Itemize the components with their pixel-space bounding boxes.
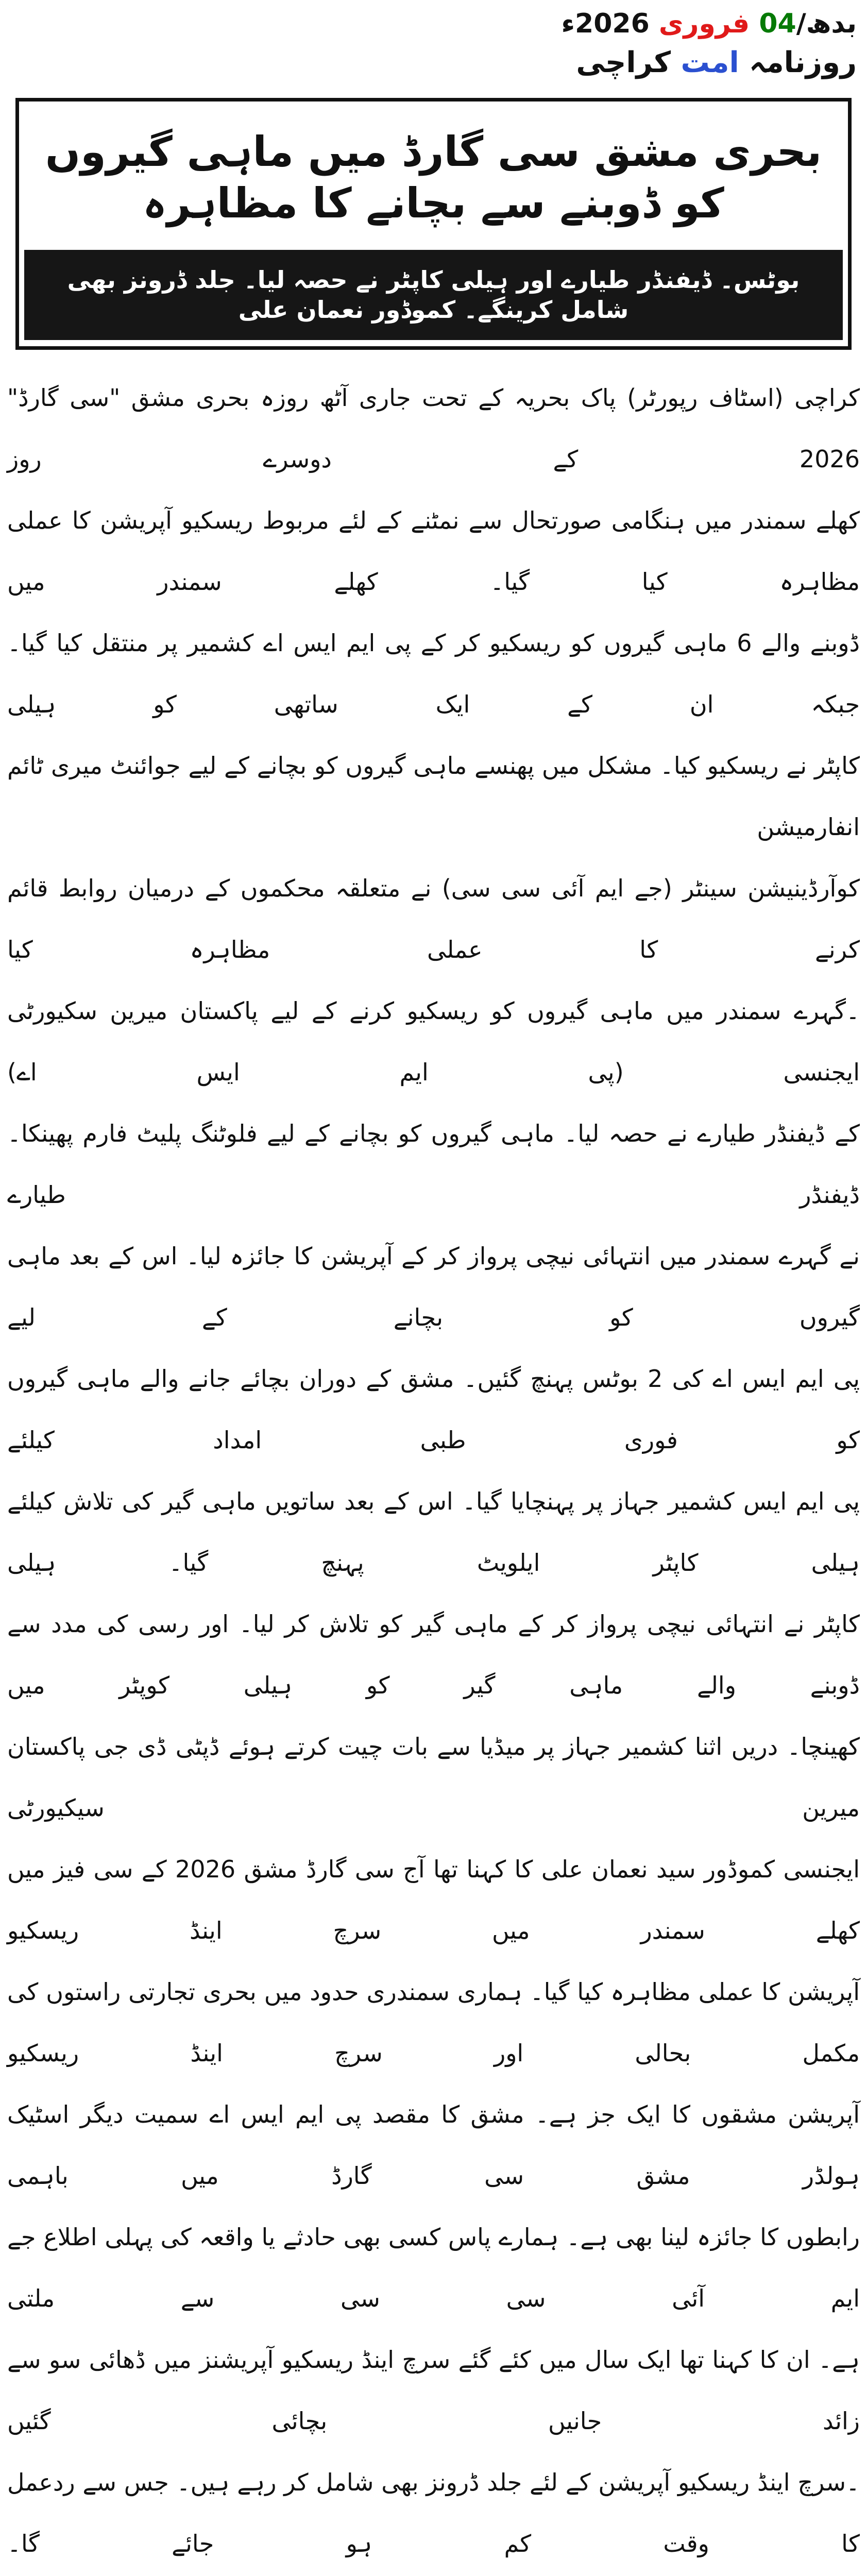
article-line: آپریشن مشقوں کا ایک جز ہے۔ مشق کا مقصد پی ایم ایس اے سمیت دیگر اسٹیک ہولڈر مشق سی گارڈ میں باہمی — [7, 2100, 860, 2190]
article-line: آپریشن کا عملی مظاہرہ کیا گیا۔ ہماری سمندری حدود میں بحری تجارتی راستوں کی مکمل بحالی اور سرچ اینڈ ریسکیو — [7, 1978, 860, 2067]
masthead-city: کراچی — [576, 46, 671, 79]
sub-headline: بوٹس۔ ڈیفنڈر طیارے اور ہیلی کاپٹر نے حصہ لیا۔ جلد ڈرونز بھی شامل کرینگے۔ کموڈور نعمان علی — [24, 250, 843, 340]
article-line: ۔گہرے سمندر میں ماہی گیروں کو ریسکیو کرنے کے لیے پاکستان میرین سکیورٹی ایجنسی (پی ایم ایس اے) — [7, 997, 860, 1086]
masthead-day-number: 04 — [759, 8, 796, 39]
article-line: کھینچا۔ دریں اثنا کشمیر جہاز پر میڈیا سے بات چیت کرتے ہوئے ڈپٹی ڈی جی پاکستان میرین سیکیورٹی — [7, 1733, 860, 1822]
masthead-day-name: بدھ/ — [796, 8, 857, 39]
article-line: پی ایم ایس کشمیر جہاز پر پہنچایا گیا۔ اس کے بعد ساتویں ماہی گیر کی تلاش کیلئے ہیلی کاپٹر ایلویٹ پہنچ گیا۔ ہیلی — [7, 1487, 860, 1577]
article-line: ڈوبنے والے 6 ماہی گیروں کو ریسکیو کر کے پی ایم ایس اے کشمیر پر منتقل کیا گیا۔ جبکہ ان کے ایک ساتھی کو ہیلی — [7, 629, 860, 718]
masthead-month: فروری — [658, 8, 750, 39]
article-line: کوآرڈینیشن سینٹر (جے ایم آئی سی سی) نے متعلقہ محکموں کے درمیان روابط قائم کرنے کا عملی مظاہرہ کیا — [7, 874, 860, 963]
article-body — [7, 367, 860, 2576]
article-line: رابطوں کا جائزہ لینا بھی ہے۔ ہمارے پاس کسی بھی حادثے یا واقعہ کی پہلی اطلاع جے ایم آئی سی سی سے ملتی — [7, 2223, 860, 2312]
masthead-date — [0, 5, 857, 42]
article-line: کاپٹر نے انتہائی نیچی پرواز کر کے ماہی گیر کو تلاش کر لیا۔ اور رسی کی مدد سے ڈوبنے والے ماہی گیر کو ہیلی کوپٹر میں — [7, 1610, 860, 1699]
main-headline: بحری مشق سی گارڈ میں ماہی گیروں کو ڈوبنے سے بچانے کا مظاہرہ — [45, 128, 822, 227]
masthead-paper-name: امت — [681, 46, 739, 79]
article-line: کاپٹر نے ریسکیو کیا۔ مشکل میں پھنسے ماہی گیروں کو بچانے کے لیے جوائنٹ میری ٹائم انفارمیشن — [7, 752, 860, 841]
article-line: ۔سرچ اینڈ ریسکیو آپریشن کے لئے جلد ڈرونز بھی شامل کر رہے ہیں۔ جس سے ردعمل کا وقت کم ہو جائے گا۔ — [7, 2468, 860, 2557]
masthead-year: 2026ء — [561, 8, 650, 39]
masthead — [0, 0, 867, 83]
article-line-last — [7, 2574, 860, 2576]
article-line: کے ڈیفنڈر طیارے نے حصہ لیا۔ ماہی گیروں کو بچانے کے لیے فلوٹنگ پلیٹ فارم پھینکا۔ ڈیفنڈر طیارے — [7, 1120, 860, 1209]
article-line: ہے۔ ان کا کہنا تھا ایک سال میں کئے گئے سرچ اینڈ ریسکیو آپریشنز میں ڈھائی سو سے زائد جانیں بچائی گئیں — [7, 2346, 860, 2435]
article-line: پی ایم ایس اے کی 2 بوٹس پہنچ گئیں۔ مشق کے دوران بچائے جانے والے ماہی گیروں کو فوری طبی امداد کیلئے — [7, 1365, 860, 1454]
masthead-daily-label: روزنامہ — [749, 46, 857, 79]
article-line: نے گہرے سمندر میں انتہائی نیچی پرواز کر کے آپریشن کا جائزہ لیا۔ اس کے بعد ماہی گیروں کو بچانے کے لیے — [7, 1242, 860, 1331]
article-line: ایجنسی کموڈور سید نعمان علی کا کہنا تھا آج سی گارڈ مشق 2026 کے سی فیز میں کھلے سمندر میں سرچ اینڈ ریسکیو — [7, 1855, 860, 1944]
article-line: کھلے سمندر میں ہنگامی صورتحال سے نمٹنے کے لئے مربوط ریسکیو آپریشن کا عملی مظاہرہ کیا گیا۔ کھلے سمندر میں — [7, 506, 860, 596]
headline-box — [15, 98, 852, 350]
article-line: کراچی (اسٹاف رپورٹر) پاک بحریہ کے تحت جاری آٹھ روزہ بحری مشق "سی گارڈ" 2026 کے دوسرے روز — [7, 384, 860, 473]
masthead-paper — [0, 42, 857, 83]
